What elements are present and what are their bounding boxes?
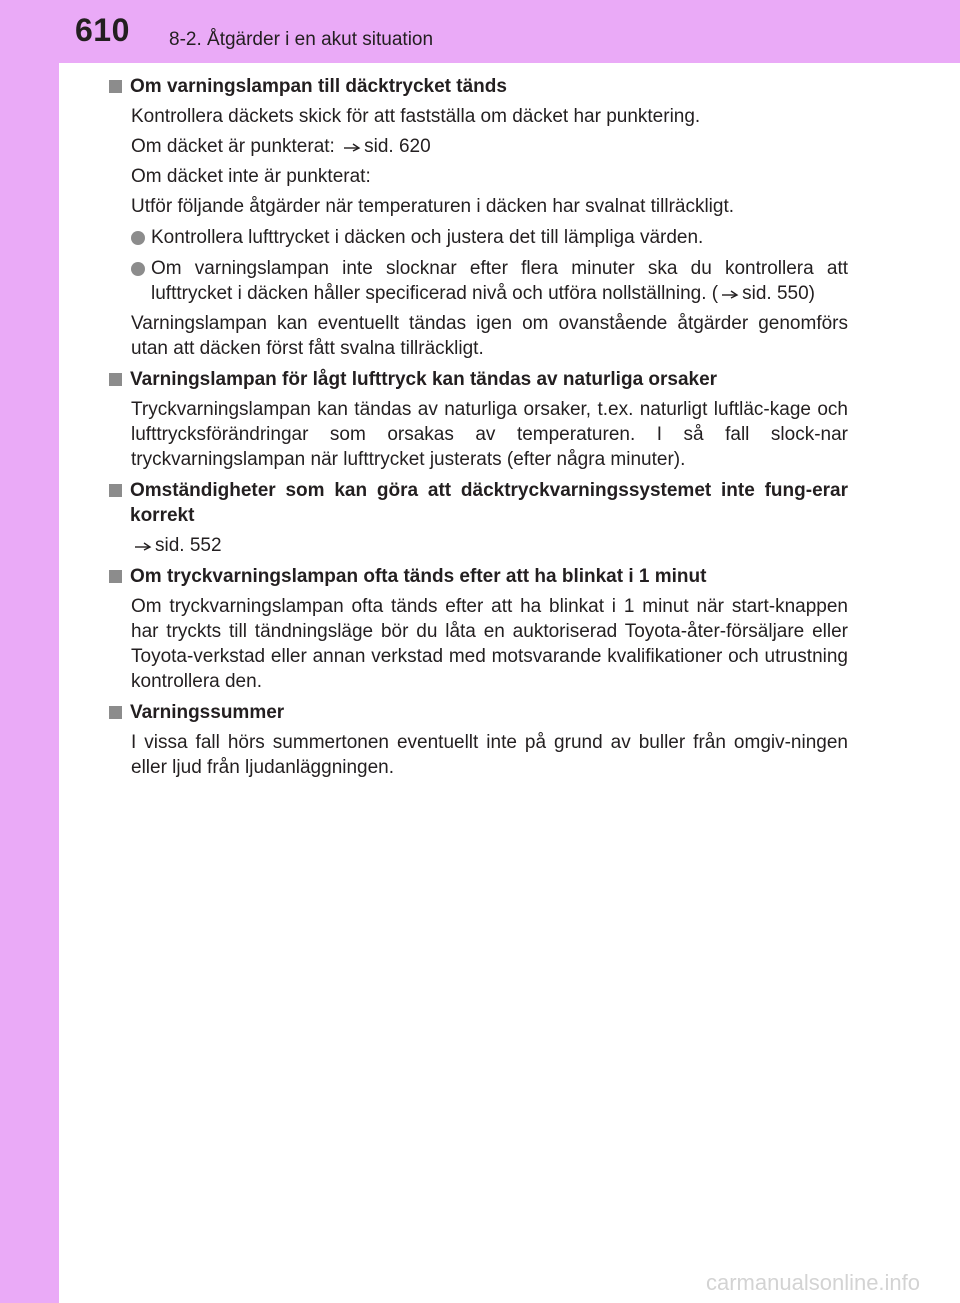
- square-bullet-icon: [109, 570, 122, 583]
- paragraph: Om tryckvarningslampan ofta tänds efter att ha blinkat i 1 minut när start-knappen har tryckts till tändningsläge bör du låta en auktoriserad Toyota-åter-försäljare eller Toyota-verkstad eller annan verkstad med motsvarande kvalifikationer och utrustning kontrollera den.: [131, 596, 848, 692]
- reference-line: [131, 533, 848, 558]
- arrow-right-icon: [342, 140, 362, 154]
- square-bullet-icon: [109, 706, 122, 719]
- paragraph-with-reference: Om däcket är punkterat: sid. 620: [131, 136, 431, 157]
- paragraph: I vissa fall hörs summertonen eventuellt inte på grund av buller från omgiv-ningen eller ljud från ljudanläggningen.: [131, 732, 848, 778]
- section-heading: Omständigheter som kan göra att däcktryckvarningssystemet inte fung-erar korrekt: [108, 478, 848, 528]
- arrow-right-icon: [720, 287, 740, 301]
- section-warning-buzzer: [108, 700, 848, 780]
- side-band: [0, 0, 59, 1303]
- paragraph: Varningslampan kan eventuellt tändas igen om ovanstående åtgärder genomförs utan att däcken först fått svalna tillräckligt.: [131, 313, 848, 359]
- page-content: [108, 74, 848, 786]
- section-blinking-lamp: [108, 564, 848, 694]
- section-heading: Varningssummer: [108, 700, 848, 725]
- section-natural-causes: [108, 367, 848, 472]
- round-bullet-icon: [131, 231, 145, 245]
- round-bullet-icon: [131, 262, 145, 276]
- page-reference-link[interactable]: sid. 550: [742, 283, 809, 304]
- square-bullet-icon: [109, 484, 122, 497]
- section-heading: Om varningslampan till däcktrycket tänds: [108, 74, 848, 99]
- section-heading: Om tryckvarningslampan ofta tänds efter att ha blinkat i 1 minut: [108, 564, 848, 589]
- section-tire-pressure-warning: [108, 74, 848, 361]
- paragraph: Utför följande åtgärder när temperaturen i däcken har svalnat tillräckligt.: [131, 196, 735, 217]
- page-reference-link[interactable]: sid. 552: [155, 535, 222, 556]
- square-bullet-icon: [109, 80, 122, 93]
- list-item: Kontrollera lufttrycket i däcken och justera det till lämpliga värden.: [131, 225, 848, 250]
- chapter-title: 8-2. Åtgärder i en akut situation: [169, 29, 434, 50]
- list-item: Om varningslampan inte slocknar efter flera minuter ska du kontrollera att lufttrycket i däcken håller specificerad nivå och utföra nollställning. ( sid. 550): [131, 256, 848, 306]
- square-bullet-icon: [109, 373, 122, 386]
- page-reference-link[interactable]: sid. 620: [364, 136, 431, 157]
- paragraph: Tryckvarningslampan kan tändas av naturliga orsaker, t.ex. naturligt luftläc-kage och lufttrycksförändringar som orsakas av temperaturen. I så fall slock-nar tryckvarningslampan när lufttrycket justerats (efter några minuter).: [131, 399, 848, 470]
- section-system-malfunction: [108, 478, 848, 558]
- paragraph: Kontrollera däckets skick för att fastställa om däcket har punktering.: [131, 106, 701, 127]
- section-heading: Varningslampan för lågt lufttryck kan tändas av naturliga orsaker: [108, 367, 848, 392]
- watermark: carmanualsonline.info: [706, 1270, 921, 1295]
- paragraph: Om däcket inte är punkterat:: [131, 166, 371, 187]
- arrow-right-icon: [133, 539, 153, 553]
- page-number: 610: [75, 12, 130, 48]
